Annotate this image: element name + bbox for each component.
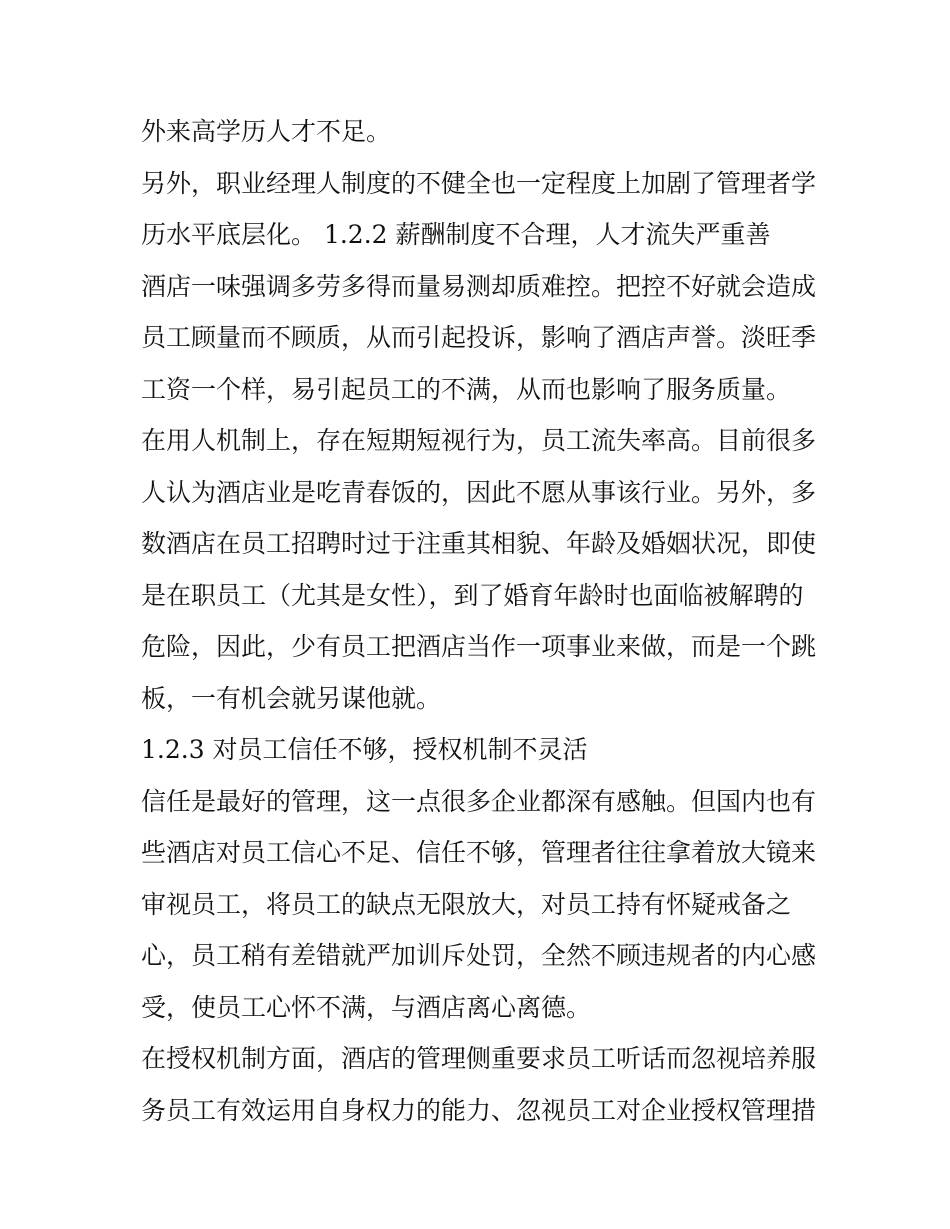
text-line: 是在职员工（尤其是女性），到了婚育年龄时也面临被解聘的 xyxy=(141,580,804,610)
text-line: 员工顾量而不顾质，从而引起投诉，影响了酒店声誉。淡旺季 xyxy=(141,323,817,352)
text-line: 在授权机制方面，酒店的管理侧重要求员工听话而忽视培养服 xyxy=(141,1044,817,1073)
text-line: 些酒店对员工信心不足、信任不够，管理者往往拿着放大镜来 xyxy=(141,838,817,867)
text-line: 外来高学历人才不足。 xyxy=(141,117,392,146)
text-line: 板，一有机会就另谋他就。 xyxy=(141,683,442,713)
text-line: 工资一个样，易引起员工的不满，从而也影响了服务质量。 xyxy=(141,374,792,404)
text-line: 数酒店在员工招聘时过于注重其相貌、年龄及婚姻状况，即使 xyxy=(141,529,817,558)
text-line: 信任是最好的管理，这一点很多企业都深有感触。但国内也有 xyxy=(141,786,817,816)
text-line: 受，使员工心怀不满，与酒店离心离德。 xyxy=(141,992,592,1022)
text-line: 在用人机制上，存在短期短视行为，员工流失率高。目前很多 xyxy=(141,426,817,455)
text-line: 务员工有效运用自身权力的能力、忽视员工对企业授权管理措 xyxy=(141,1095,817,1125)
text-line: 审视员工，将员工的缺点无限放大，对员工持有怀疑戒备之 xyxy=(141,889,792,919)
section-heading: 1.2.3 对员工信任不够，授权机制不灵活 xyxy=(141,735,588,764)
text-line: 历水平底层化。 1.2.2 薪酬制度不合理，人才流失严重善 xyxy=(141,220,771,249)
body-text xyxy=(141,106,821,1136)
text-line: 人认为酒店业是吃青春饭的，因此不愿从事该行业。另外，多 xyxy=(141,477,817,507)
text-line: 另外，职业经理人制度的不健全也一定程度上加剧了管理者学 xyxy=(141,168,817,198)
text-line: 心，员工稍有差错就严加训斥处罚，全然不顾违规者的内心感 xyxy=(141,941,817,970)
text-line: 酒店一味强调多劳多得而量易测却质难控。把控不好就会造成 xyxy=(141,271,817,301)
text-line: 危险，因此，少有员工把酒店当作一项事业来做，而是一个跳 xyxy=(141,632,817,661)
